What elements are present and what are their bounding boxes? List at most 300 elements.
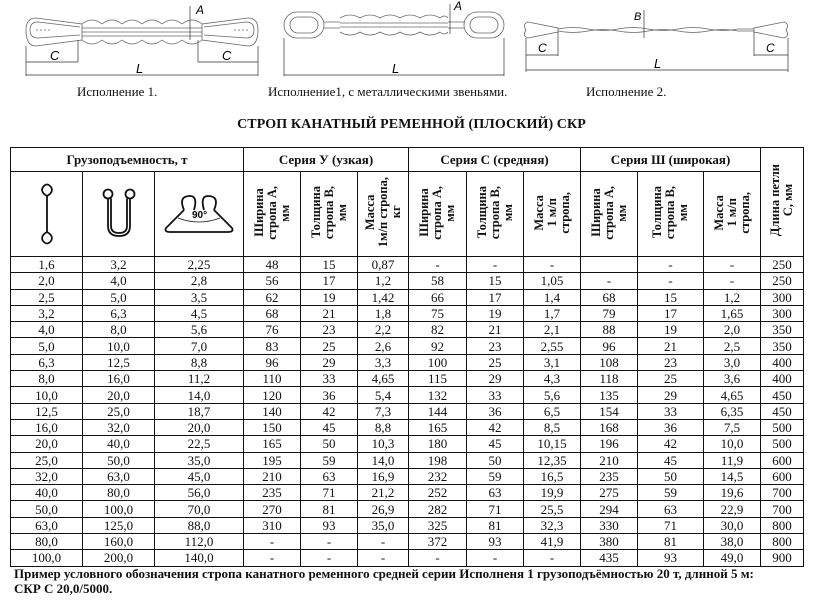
u-mass-header-text: Масса 1м/п стропа, кг <box>362 177 403 248</box>
u-thickness-cell: 23 <box>301 322 358 338</box>
sh-width-cell: 235 <box>581 468 638 484</box>
loop-length-cell: 250 <box>761 257 804 273</box>
table-row <box>11 534 804 550</box>
sh-width-cell: 154 <box>581 403 638 419</box>
u-thickness-cell: 63 <box>301 468 358 484</box>
sh-width-cell: 435 <box>581 550 638 566</box>
sh-mass-cell: 1,65 <box>704 305 761 321</box>
capacity-angle-cell: 140,0 <box>155 550 244 566</box>
loop-length-cell: 300 <box>761 289 804 305</box>
capacity-u-cell: 25,0 <box>83 403 155 419</box>
sh-width-cell: 275 <box>581 485 638 501</box>
sh-thickness-cell: - <box>638 257 704 273</box>
sh-mass-cell: 38,0 <box>704 534 761 550</box>
sh-mass-cell: 1,2 <box>704 289 761 305</box>
s-mass-cell: 32,3 <box>524 517 581 533</box>
s-mass-cell: 2,1 <box>524 322 581 338</box>
s-mass-header-text: Масса 1 м/п стропа, <box>531 191 572 234</box>
u-width-cell: 83 <box>244 338 301 354</box>
sh-mass-cell: 14,5 <box>704 468 761 484</box>
sh-width-cell: 118 <box>581 371 638 387</box>
u-mass-cell: 14,0 <box>358 452 409 468</box>
u-width-cell: 165 <box>244 436 301 452</box>
u-mass-cell: 8,8 <box>358 419 409 435</box>
single-sling-header <box>11 172 83 257</box>
table-row <box>11 485 804 501</box>
capacity-angle-cell: 5,6 <box>155 322 244 338</box>
u-mass-cell: 1,2 <box>358 273 409 289</box>
u-thickness-cell: 93 <box>301 517 358 533</box>
u-thickness-cell: 25 <box>301 338 358 354</box>
sh-mass-cell: 3,6 <box>704 371 761 387</box>
capacity-single-cell: 4,0 <box>11 322 83 338</box>
u-width-cell: - <box>244 550 301 566</box>
capacity-u-cell: 50,0 <box>83 452 155 468</box>
u-mass-cell: 2,2 <box>358 322 409 338</box>
sh-thickness-cell: 63 <box>638 501 704 517</box>
single-sling-icon <box>37 182 57 246</box>
sh-mass-cell: 3,0 <box>704 354 761 370</box>
s-mass-cell: 12,35 <box>524 452 581 468</box>
s-width-cell: 100 <box>409 354 467 370</box>
capacity-single-cell: 20,0 <box>11 436 83 452</box>
capacity-angle-cell: 11,2 <box>155 371 244 387</box>
loop-length-cell: 800 <box>761 534 804 550</box>
sh-width-cell: 168 <box>581 419 638 435</box>
table-row <box>11 517 804 533</box>
width-label: A <box>454 0 463 13</box>
s-thickness-cell: 15 <box>467 273 524 289</box>
table-row <box>11 501 804 517</box>
sh-thickness-cell: 17 <box>638 305 704 321</box>
u-thickness-header-text: Толщина стропа В, мм <box>308 185 349 240</box>
sh-thickness-cell: 29 <box>638 387 704 403</box>
sh-thickness-cell: 59 <box>638 485 704 501</box>
u-thickness-cell: 71 <box>301 485 358 501</box>
u-thickness-cell: 17 <box>301 273 358 289</box>
u-sling-icon <box>102 188 136 240</box>
table-row <box>11 436 804 452</box>
u-mass-cell: 2,6 <box>358 338 409 354</box>
s-mass-cell: 16,5 <box>524 468 581 484</box>
u-mass-cell: 35,0 <box>358 517 409 533</box>
loop-length-cell: 800 <box>761 517 804 533</box>
table-row <box>11 371 804 387</box>
sh-thickness-cell: 93 <box>638 550 704 566</box>
u-width-cell: 195 <box>244 452 301 468</box>
s-mass-cell: 1,7 <box>524 305 581 321</box>
sh-thickness-cell: 23 <box>638 354 704 370</box>
sh-width-cell: 108 <box>581 354 638 370</box>
table-body <box>11 257 804 567</box>
capacity-single-cell: 40,0 <box>11 485 83 501</box>
capacity-u-cell: 63,0 <box>83 468 155 484</box>
drawing-variant-2 <box>518 0 798 80</box>
s-mass-cell: 6,5 <box>524 403 581 419</box>
loop-length-cell: 600 <box>761 468 804 484</box>
u-mass-cell: - <box>358 550 409 566</box>
u-thickness-cell: 36 <box>301 387 358 403</box>
loop-length-cell: 600 <box>761 452 804 468</box>
loop-length-cell: 700 <box>761 501 804 517</box>
capacity-angle-cell: 7,0 <box>155 338 244 354</box>
u-mass-cell: 21,2 <box>358 485 409 501</box>
s-thickness-cell: - <box>467 550 524 566</box>
s-mass-cell: 5,6 <box>524 387 581 403</box>
s-width-cell: 58 <box>409 273 467 289</box>
s-mass-cell: 41,9 <box>524 534 581 550</box>
s-thickness-cell: 36 <box>467 403 524 419</box>
table-row <box>11 289 804 305</box>
s-mass-cell: 8,5 <box>524 419 581 435</box>
table-row <box>11 419 804 435</box>
u-mass-cell: 1,42 <box>358 289 409 305</box>
u-width-cell: 210 <box>244 468 301 484</box>
loop-label-left: C <box>50 48 60 63</box>
capacity-angle-cell: 20,0 <box>155 419 244 435</box>
sh-width-header <box>581 172 638 257</box>
sh-mass-cell: 4,65 <box>704 387 761 403</box>
s-thickness-cell: 33 <box>467 387 524 403</box>
u-thickness-cell: 50 <box>301 436 358 452</box>
sh-width-cell: 330 <box>581 517 638 533</box>
capacity-angle-cell: 8,8 <box>155 354 244 370</box>
u-thickness-header <box>301 172 358 257</box>
u-mass-cell: 10,3 <box>358 436 409 452</box>
s-mass-cell: 3,1 <box>524 354 581 370</box>
u-mass-cell: 3,3 <box>358 354 409 370</box>
table-row <box>11 305 804 321</box>
loop-length-cell: 500 <box>761 436 804 452</box>
s-mass-cell: - <box>524 257 581 273</box>
s-mass-cell: 1,4 <box>524 289 581 305</box>
sh-width-cell: 68 <box>581 289 638 305</box>
s-width-cell: 144 <box>409 403 467 419</box>
capacity-single-cell: 2,5 <box>11 289 83 305</box>
u-thickness-cell: 42 <box>301 403 358 419</box>
u-thickness-cell: - <box>301 534 358 550</box>
s-thickness-cell: 21 <box>467 322 524 338</box>
table-row <box>11 403 804 419</box>
capacity-angle-cell: 88,0 <box>155 517 244 533</box>
table-row <box>11 452 804 468</box>
u-width-cell: 120 <box>244 387 301 403</box>
capacity-single-cell: 6,3 <box>11 354 83 370</box>
u-width-cell: 270 <box>244 501 301 517</box>
u-thickness-cell: 33 <box>301 371 358 387</box>
sh-mass-cell: 19,6 <box>704 485 761 501</box>
s-mass-cell: 1,05 <box>524 273 581 289</box>
capacity-angle-cell: 3,5 <box>155 289 244 305</box>
sh-mass-cell: 30,0 <box>704 517 761 533</box>
u-width-cell: 140 <box>244 403 301 419</box>
sh-thickness-cell: 19 <box>638 322 704 338</box>
u-thickness-cell: 15 <box>301 257 358 273</box>
s-thickness-header-text: Толщина стропа В, мм <box>474 185 515 240</box>
u-width-cell: 76 <box>244 322 301 338</box>
s-width-cell: 92 <box>409 338 467 354</box>
s-thickness-cell: 50 <box>467 452 524 468</box>
capacity-single-cell: 32,0 <box>11 468 83 484</box>
sh-thickness-cell: 45 <box>638 452 704 468</box>
s-thickness-header <box>467 172 524 257</box>
table-row <box>11 338 804 354</box>
loop-length-header <box>761 148 804 257</box>
sh-mass-cell: 22,9 <box>704 501 761 517</box>
capacity-single-cell: 5,0 <box>11 338 83 354</box>
loop-length-cell: 450 <box>761 387 804 403</box>
angle-label: 90° <box>192 210 208 221</box>
capacity-single-cell: 100,0 <box>11 550 83 566</box>
capacity-u-cell: 80,0 <box>83 485 155 501</box>
loop-length-cell: 250 <box>761 273 804 289</box>
capacity-header: Грузоподъемность, т <box>11 148 244 172</box>
s-thickness-cell: 19 <box>467 305 524 321</box>
u-thickness-cell: 29 <box>301 354 358 370</box>
caption-variant-2: Исполнение 2. <box>586 84 667 99</box>
capacity-single-cell: 80,0 <box>11 534 83 550</box>
u-width-cell: 48 <box>244 257 301 273</box>
capacity-u-cell: 200,0 <box>83 550 155 566</box>
u-mass-cell: 26,9 <box>358 501 409 517</box>
capacity-angle-cell: 45,0 <box>155 468 244 484</box>
footnote-line-2: СКР С 20,0/5000. <box>14 581 113 596</box>
capacity-angle-cell: 2,25 <box>155 257 244 273</box>
table-row <box>11 550 804 566</box>
s-width-cell: 325 <box>409 517 467 533</box>
caption-variant-1: Исполнение 1. <box>77 84 158 99</box>
table-row <box>11 257 804 273</box>
u-width-header <box>244 172 301 257</box>
capacity-u-cell: 40,0 <box>83 436 155 452</box>
u-width-cell: 68 <box>244 305 301 321</box>
sh-thickness-cell: - <box>638 273 704 289</box>
sh-width-cell: 79 <box>581 305 638 321</box>
sh-thickness-cell: 25 <box>638 371 704 387</box>
capacity-single-cell: 8,0 <box>11 371 83 387</box>
u-mass-cell: 16,9 <box>358 468 409 484</box>
capacity-u-cell: 6,3 <box>83 305 155 321</box>
capacity-single-cell: 3,2 <box>11 305 83 321</box>
loop-length-cell: 450 <box>761 403 804 419</box>
u-mass-cell: 4,65 <box>358 371 409 387</box>
u-width-cell: 96 <box>244 354 301 370</box>
drawing-variant-1 <box>22 0 262 80</box>
u-thickness-cell: 81 <box>301 501 358 517</box>
s-width-header <box>409 172 467 257</box>
sh-thickness-cell: 42 <box>638 436 704 452</box>
capacity-angle-cell: 56,0 <box>155 485 244 501</box>
footnote-line-1: Пример условного обозначения стропа канатного ременного средней серии Исполненя 1 грузоподъёмностью 20 т, длнной 5 м: <box>14 566 754 581</box>
s-mass-header <box>524 172 581 257</box>
s-mass-cell: 25,5 <box>524 501 581 517</box>
sh-mass-cell: - <box>704 257 761 273</box>
sh-width-cell: - <box>581 273 638 289</box>
loop-length-cell: 350 <box>761 338 804 354</box>
length-label: L <box>654 56 662 71</box>
capacity-angle-cell: 35,0 <box>155 452 244 468</box>
s-thickness-cell: 25 <box>467 354 524 370</box>
s-mass-cell: - <box>524 550 581 566</box>
u-mass-cell: 7,3 <box>358 403 409 419</box>
sh-mass-header <box>704 172 761 257</box>
u-width-cell: 56 <box>244 273 301 289</box>
s-mass-cell: 19,9 <box>524 485 581 501</box>
drawing-variant-1-metal-links <box>280 0 516 80</box>
capacity-u-cell: 20,0 <box>83 387 155 403</box>
s-width-cell: 115 <box>409 371 467 387</box>
s-thickness-cell: 23 <box>467 338 524 354</box>
s-width-cell: 372 <box>409 534 467 550</box>
capacity-angle-cell: 2,8 <box>155 273 244 289</box>
spec-table <box>10 147 804 567</box>
capacity-single-cell: 12,5 <box>11 403 83 419</box>
sling-variant-1-drawing <box>22 0 262 80</box>
loop-length-cell: 400 <box>761 354 804 370</box>
s-mass-cell: 4,3 <box>524 371 581 387</box>
sh-mass-cell: 2,5 <box>704 338 761 354</box>
caption-variant-1-metal-links: Исполнение1, с металлическими звеньями. <box>268 84 508 99</box>
capacity-single-cell: 25,0 <box>11 452 83 468</box>
page-title: СТРОП КАНАТНЫЙ РЕМЕННОЙ (ПЛОСКИЙ) СКР <box>237 117 586 132</box>
table-row <box>11 322 804 338</box>
capacity-u-cell: 10,0 <box>83 338 155 354</box>
capacity-u-cell: 5,0 <box>83 289 155 305</box>
capacity-angle-cell: 22,5 <box>155 436 244 452</box>
capacity-single-cell: 10,0 <box>11 387 83 403</box>
u-mass-header <box>358 172 409 257</box>
angle-90-sling-icon <box>162 192 236 236</box>
sh-width-header-text: Ширина стропа А, мм <box>588 185 629 240</box>
s-width-cell: 252 <box>409 485 467 501</box>
s-thickness-cell: 71 <box>467 501 524 517</box>
u-width-cell: - <box>244 534 301 550</box>
capacity-u-cell: 4,0 <box>83 273 155 289</box>
table-row <box>11 354 804 370</box>
capacity-single-cell: 16,0 <box>11 419 83 435</box>
sh-width-cell: 294 <box>581 501 638 517</box>
u-mass-cell: 1,8 <box>358 305 409 321</box>
s-width-header-text: Ширина стропа А, мм <box>417 185 458 240</box>
capacity-single-cell: 1,6 <box>11 257 83 273</box>
loop-length-header-text: Длина петли С, мм <box>768 164 796 237</box>
capacity-u-cell: 8,0 <box>83 322 155 338</box>
sh-width-cell: 88 <box>581 322 638 338</box>
u-width-cell: 310 <box>244 517 301 533</box>
s-thickness-cell: - <box>467 257 524 273</box>
length-label: L <box>136 61 144 76</box>
s-thickness-cell: 63 <box>467 485 524 501</box>
u-sling-header <box>83 172 155 257</box>
u-thickness-cell: - <box>301 550 358 566</box>
sh-mass-cell: 2,0 <box>704 322 761 338</box>
sh-width-cell: 380 <box>581 534 638 550</box>
capacity-single-cell: 50,0 <box>11 501 83 517</box>
sh-mass-cell: 49,0 <box>704 550 761 566</box>
s-width-cell: - <box>409 257 467 273</box>
length-label: L <box>392 61 400 76</box>
u-width-cell: 235 <box>244 485 301 501</box>
s-mass-cell: 2,55 <box>524 338 581 354</box>
sh-width-cell: 210 <box>581 452 638 468</box>
sh-mass-cell: - <box>704 273 761 289</box>
u-width-cell: 62 <box>244 289 301 305</box>
sh-width-cell <box>581 257 638 273</box>
u-thickness-cell: 45 <box>301 419 358 435</box>
u-thickness-cell: 59 <box>301 452 358 468</box>
sling-variant-2-drawing <box>518 0 798 80</box>
capacity-u-cell: 125,0 <box>83 517 155 533</box>
capacity-single-cell: 63,0 <box>11 517 83 533</box>
table-row <box>11 273 804 289</box>
capacity-single-cell: 2,0 <box>11 273 83 289</box>
table-row <box>11 387 804 403</box>
series-sh-header: Серия Ш (широкая) <box>581 148 761 172</box>
s-thickness-cell: 29 <box>467 371 524 387</box>
sh-width-cell: 135 <box>581 387 638 403</box>
loop-label-right: C <box>766 41 775 55</box>
s-width-cell: - <box>409 550 467 566</box>
u-width-cell: 110 <box>244 371 301 387</box>
s-width-cell: 165 <box>409 419 467 435</box>
s-mass-cell: 10,15 <box>524 436 581 452</box>
loop-length-cell: 500 <box>761 419 804 435</box>
capacity-angle-cell: 4,5 <box>155 305 244 321</box>
s-width-cell: 232 <box>409 468 467 484</box>
sh-thickness-header-text: Толщина стропа В, мм <box>650 185 691 240</box>
angle-sling-header <box>155 172 244 257</box>
series-s-header: Серия С (средняя) <box>409 148 581 172</box>
sh-mass-cell: 10,0 <box>704 436 761 452</box>
sh-thickness-cell: 33 <box>638 403 704 419</box>
s-thickness-cell: 42 <box>467 419 524 435</box>
sh-mass-header-text: Масса 1 м/п стропа, <box>711 191 752 234</box>
capacity-u-cell: 12,5 <box>83 354 155 370</box>
capacity-u-cell: 3,2 <box>83 257 155 273</box>
sh-thickness-cell: 71 <box>638 517 704 533</box>
loop-label-right: C <box>222 48 232 63</box>
u-mass-cell: 5,4 <box>358 387 409 403</box>
loop-length-cell: 900 <box>761 550 804 566</box>
sh-thickness-cell: 50 <box>638 468 704 484</box>
capacity-angle-cell: 18,7 <box>155 403 244 419</box>
capacity-angle-cell: 70,0 <box>155 501 244 517</box>
u-width-cell: 150 <box>244 419 301 435</box>
s-width-cell: 198 <box>409 452 467 468</box>
table-row <box>11 468 804 484</box>
loop-length-cell: 400 <box>761 371 804 387</box>
width-label: A <box>196 3 205 17</box>
sh-thickness-cell: 21 <box>638 338 704 354</box>
s-width-cell: 132 <box>409 387 467 403</box>
capacity-u-cell: 160,0 <box>83 534 155 550</box>
sh-thickness-cell: 15 <box>638 289 704 305</box>
loop-length-cell: 350 <box>761 322 804 338</box>
capacity-u-cell: 100,0 <box>83 501 155 517</box>
capacity-angle-cell: 14,0 <box>155 387 244 403</box>
s-width-cell: 180 <box>409 436 467 452</box>
capacity-u-cell: 16,0 <box>83 371 155 387</box>
s-width-cell: 82 <box>409 322 467 338</box>
loop-length-cell: 700 <box>761 485 804 501</box>
series-u-header: Серия У (узкая) <box>244 148 409 172</box>
sh-thickness-cell: 36 <box>638 419 704 435</box>
sh-width-cell: 96 <box>581 338 638 354</box>
sh-mass-cell: 7,5 <box>704 419 761 435</box>
u-mass-cell: 0,87 <box>358 257 409 273</box>
u-thickness-cell: 21 <box>301 305 358 321</box>
sh-width-cell: 196 <box>581 436 638 452</box>
